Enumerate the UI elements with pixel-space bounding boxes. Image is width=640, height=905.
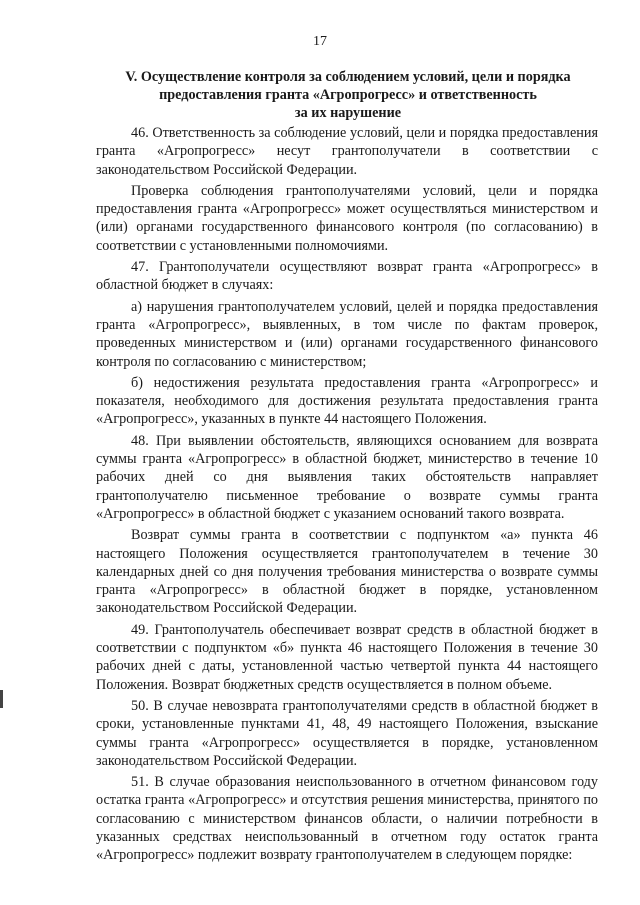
paragraph-48-return: Возврат суммы гранта в соответствии с подпунктом «а» пункта 46 настоящего Положения осуществляется грантополучателем в течение 30 календарных дней со дня получения требования министерства о возврате суммы гранта «Агропрогресс» в областной бюджет в порядке, установленном законодательством Российской Федерации. [96,527,598,617]
paragraph-47-a: а) нарушения грантополучателем условий, целей и порядка предоставления гранта «Агропрогресс», выявленных, в том числе по фактам проверок, проведенных министерством и (или) органами государственного финансового контроля по согласованию с министерством; [96,298,598,370]
paragraph-51: 51. В случае образования неиспользованного в отчетном финансовом году остатка гранта «Агропрогресс» и отсутствия решения министерства, принятого по согласованию с министерством финансов области, о наличии потребности в указанных средствах неиспользованный в отчетном году остаток гранта «Агропрогресс» подлежит возврату грантополучателем в следующем порядке: [96,774,598,864]
section-heading-line-1: V. Осуществление контроля за соблюдением условий, цели и порядка [125,69,571,85]
paragraph-50: 50. В случае невозврата грантополучателями средств в областной бюджет в сроки, установленные пунктами 41, 48, 49 настоящего Положения, взыскание суммы гранта «Агропрогресс» осуществляется в порядке, установленном законодательством Российской Федерации. [96,697,598,769]
section-heading [98,68,598,122]
paragraph-48: 48. При выявлении обстоятельств, являющихся основанием для возврата суммы гранта «Агропрогресс» в областной бюджет, министерство в течение 10 рабочих дней со дня выявления таких обстоятельств направляет грантополучателю письменное требование о возврате суммы гранта «Агропрогресс» в областной бюджет с указанием оснований такого возврата. [96,432,598,522]
paragraph-49: 49. Грантополучатель обеспечивает возврат средств в областной бюджет в соответствии с подпунктом «б» пункта 46 настоящего Положения в течение 30 рабочих дней с даты, установленной частью четвертой пункта 44 настоящего Положения. Возврат бюджетных средств осуществляется в полном объеме. [96,621,598,693]
paragraph-47: 47. Грантополучатели осуществляют возврат гранта «Агропрогресс» в областной бюджет в случаях: [96,259,598,294]
section-heading-line-2: предоставления гранта «Агропрогресс» и ответственность [159,87,537,103]
section-heading-line-3: за их нарушение [294,105,402,121]
paragraph-46: 46. Ответственность за соблюдение условий, цели и порядка предоставления гранта «Агропрогресс» несут грантополучатели в соответствии с законодательством Российской Федерации. [96,125,598,178]
document-body [96,124,598,868]
paragraph-47-b: б) недостижения результата предоставления гранта «Агропрогресс» и показателя, необходимого для достижения результата предоставления гранта «Агропрогресс», указанных в пункте 44 настоящего Положения. [96,374,598,428]
page-number: 17 [313,34,327,49]
paragraph-46-check: Проверка соблюдения грантополучателями условий, цели и порядка предоставления гранта «Агропрогресс» может осуществляться министерством и (или) органами государственного финансового контроля (по согласованию) в соответствии с установленными полномочиями. [96,182,598,254]
scan-edge-mark [0,690,3,708]
